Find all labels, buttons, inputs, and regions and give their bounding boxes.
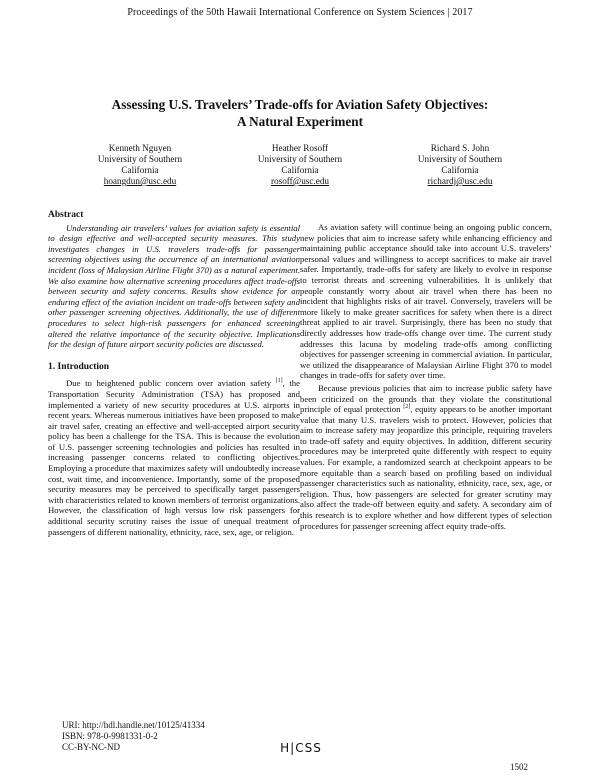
citation-ref-1: [1] xyxy=(275,378,283,385)
author-affiliation: University of Southern xyxy=(97,154,183,164)
author-email-link[interactable]: richardj@usc.edu xyxy=(427,176,493,186)
author-affiliation: University of Southern xyxy=(417,154,503,164)
author-email-link[interactable]: rosoff@usc.edu xyxy=(270,176,330,186)
author-name: Kenneth Nguyen xyxy=(108,143,172,153)
author-email-link[interactable]: hoangdun@usc.edu xyxy=(103,176,177,186)
hicss-logo: H|CSS xyxy=(280,741,322,755)
body-paragraph-1: As aviation safety will continue being an ongoing public concern, new policies that aim to increase safety while enhancing efficiency and maintaining public acceptance should take into account U.S. travelers’ personal values and willingness to accept sacrifices to make air travel safer. Importantly, trade-offs for safety are likely to evolve in response to terrorist threats and screening vulnerabilities. It is unlikely that people constantly worry about air travel when there has been no incident that highlights risks of air travel. Conversely, travelers will be more likely to make greater sacrifices for safety when there is a direct threat applied to air travel. Surprisingly, there has been no study that directly addresses how trade-offs change over time. The current study addresses this lacuna by modeling trade-offs among conflicting objectives for passenger screening in commercial aviation. In particular, we utilized the disappearance of Malaysian Airline Flight 370 to model changes in trade-offs for safety over time. xyxy=(300,222,552,381)
footer-license: CC-BY-NC-ND xyxy=(62,742,121,753)
section-heading-introduction: 1. Introduction xyxy=(48,361,110,372)
title-line-2: A Natural Experiment xyxy=(236,114,363,129)
paragraph-text-rest: , equity appears to be another important value that many U.S. travelers wish to protect. However, policies that aim to increase safety may jeopardize this principle, requiring travelers to trade-off safety and equity objectives. In addition, different security procedures may be interpreted quite differently with respect to equity values. For example, a randomized search at checkpoint appears to be more equitable than a search based on profiling based on individual passenger characteristics such as nationality, ethnicity, race, sex, age, or religion. Thus, how passengers are selected for greater scrutiny may also affect the trade-off between equity and safety. A secondary aim of this research is to explore whether and how different types of selection procedures for passenger screening affect equity trade-offs. xyxy=(300,404,553,531)
footer-isbn: ISBN: 978-0-9981331-0-2 xyxy=(62,731,158,742)
right-column xyxy=(300,222,552,531)
author-name: Heather Rosoff xyxy=(271,143,329,153)
author-block xyxy=(60,143,540,191)
page-number: 1502 xyxy=(510,762,528,772)
paper-title xyxy=(40,96,560,130)
author-affiliation: University of Southern xyxy=(257,154,343,164)
footer-info xyxy=(62,720,205,754)
intro-text-start: Due to heightened public concern over aviation safety xyxy=(66,378,276,389)
author-2 xyxy=(220,143,380,187)
author-1 xyxy=(60,143,220,187)
footer-uri-link[interactable]: URI: http://hdl.handle.net/10125/41334 xyxy=(62,720,205,730)
author-name: Richard S. John xyxy=(430,143,490,153)
author-3 xyxy=(380,143,540,187)
body-paragraph-2 xyxy=(300,383,552,531)
author-affiliation-location: California xyxy=(121,165,159,175)
author-affiliation-location: California xyxy=(281,165,319,175)
abstract-text: Understanding air travelers’ values for aviation safety is essential to design effective and well-accepted security measures. This study investigates changes in U.S. travelers trade-offs for passenger screening objectives using the occurrence of an international aviation incident (loss of Malaysian Airline Flight 370) as a natural experiment. We also examine how alternative screening procedures affect trade-offs between security and safety concerns. Results show evidence for an enduring effect of the aviation incident on trade-offs between safety and other passenger screening objectives. Additionally, the use of different procedures to select high-risk passengers for enhanced screening altered the relative importance of the security objective. Implications for the design of future airport security policies are discussed. xyxy=(48,222,300,350)
author-affiliation-location: California xyxy=(441,165,479,175)
paragraph-text-start: Because previous policies that aim to increase public safety have been criticized on the grounds that they violate the constitutional principle of equal protection xyxy=(300,382,552,415)
left-column xyxy=(48,210,300,537)
intro-text-rest: , the Transportation Security Administration (TSA) has proposed and implemented a variety of new security procedures at U.S. airports in recent years. Whereas numerous initiatives have been proposed to make air travel safer, creating an effective and well-accepted airport security policy has been a challenge for the TSA. This is because the evolution of U.S. passenger screening technologies and policies has resulted in increasing passenger concerns related to conflicting objectives. Employing a procedure that maximizes safety will undoubtedly increase cost, wait time, and inconvenience. Importantly, some of the proposed security measures may be perceived to specifically target passengers with characteristics related to known members of terrorist organizations. However, the classification of high versus low risk passengers for additional security scrutiny raises the issue of unequal treatment of passengers of different nationality, ethnicity, race, sex, age, or religion. xyxy=(48,378,300,537)
citation-ref-2: [2] xyxy=(403,404,411,411)
title-line-1: Assessing U.S. Travelers’ Trade-offs for Aviation Safety Objectives: xyxy=(111,97,489,112)
abstract-heading: Abstract xyxy=(48,210,84,220)
intro-paragraph xyxy=(48,378,300,537)
running-head: Proceedings of the 50th Hawaii International Conference on System Sciences | 2017 xyxy=(127,7,473,18)
